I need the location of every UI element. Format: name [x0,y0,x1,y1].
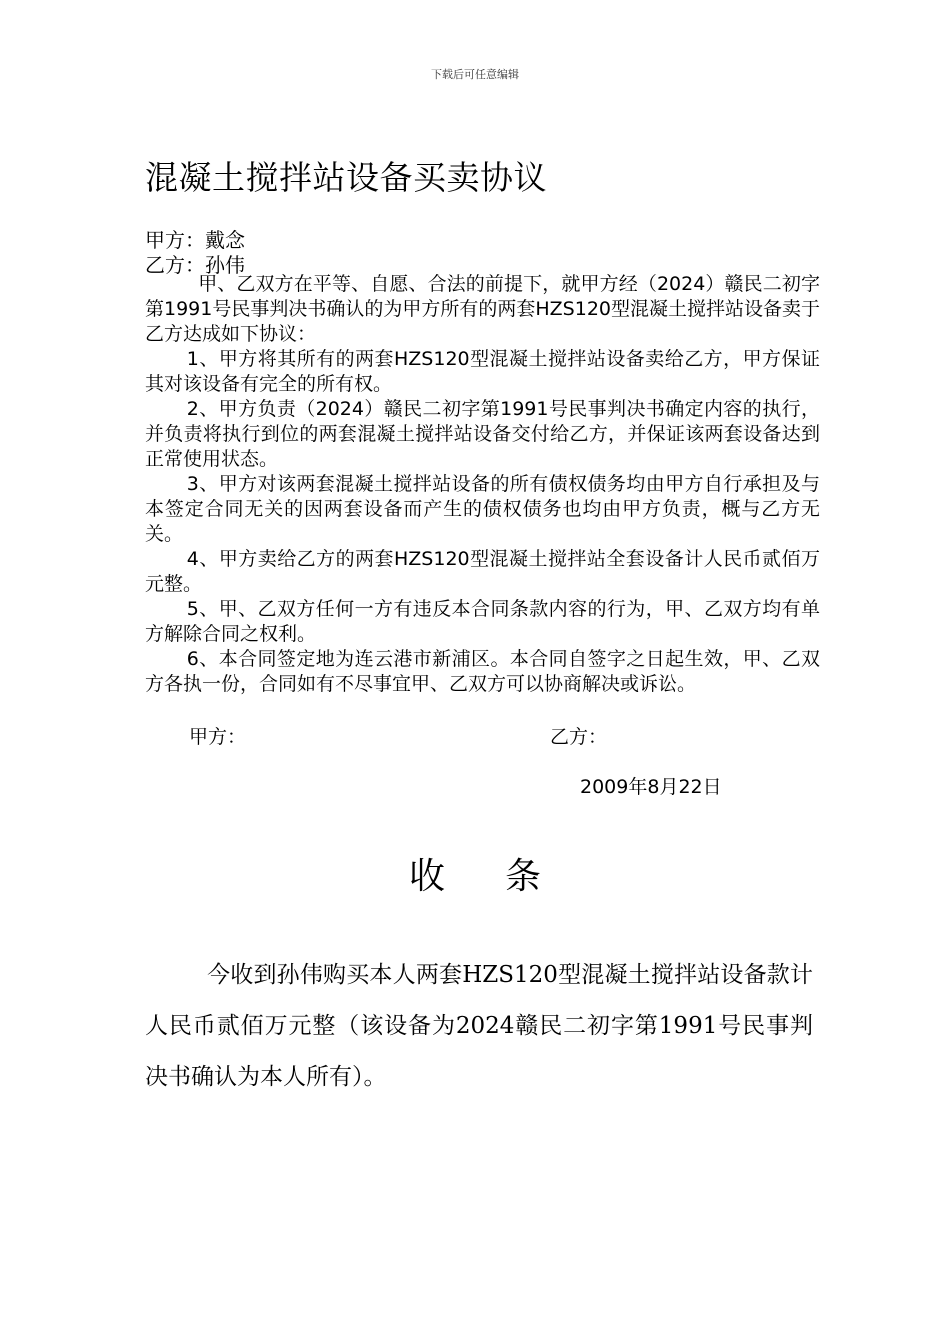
agreement-clause-6: 6、本合同签定地为连云港市新浦区。本合同自签字之日起生效，甲、乙双方各执一份，合同如有不尽事宜甲、乙双方可以协商解决或诉讼。 [145,648,820,695]
party-a-line: 甲方：戴念 [145,228,245,252]
receipt-body [145,950,813,1103]
receipt-title: 收条 [408,856,601,897]
agreement-clause-1: 1、甲方将其所有的两套HZS120型混凝土搅拌站设备卖给乙方，甲方保证其对该设备有完全的所有权。 [145,348,820,395]
agreement-body [145,272,820,697]
party-a-signature-label: 甲方： [189,726,247,748]
receipt-text: 今收到孙伟购买本人两套HZS120型混凝土搅拌站设备款计人民币贰佰万元整（该设备为2024赣民二初字第1991号民事判决书确认为本人所有）。 [145,962,813,1090]
agreement-clause-3: 3、甲方对该两套混凝土搅拌站设备的所有债权债务均由甲方自行承担及与本签定合同无关的因两套设备而产生的债权债务也均由甲方负责，概与乙方无关。 [145,473,820,545]
header-note: 下载后可任意编辑 [431,68,519,81]
agreement-clause-4: 4、甲方卖给乙方的两套HZS120型混凝土搅拌站全套设备计人民币贰佰万元整。 [145,548,820,595]
document-title: 混凝土搅拌站设备买卖协议 [145,158,547,197]
party-b-signature-label: 乙方： [550,726,608,748]
party-b-line: 乙方：孙伟 [145,253,245,277]
agreement-clause-5: 5、甲、乙双方任何一方有违反本合同条款内容的行为，甲、乙双方均有单方解除合同之权利。 [145,598,820,645]
agreement-date: 2009年8月22日 [580,776,722,798]
agreement-clause-2: 2、甲方负责（2024）赣民二初字第1991号民事判决书确定内容的执行，并负责将执行到位的两套混凝土搅拌站设备交付给乙方，并保证该两套设备达到正常使用状态。 [145,398,820,470]
agreement-intro-paragraph: 甲、乙双方在平等、自愿、合法的前提下，就甲方经（2024）赣民二初字第1991号民事判决书确认的为甲方所有的两套HZS120型混凝土搅拌站设备卖于乙方达成如下协议： [145,273,820,345]
